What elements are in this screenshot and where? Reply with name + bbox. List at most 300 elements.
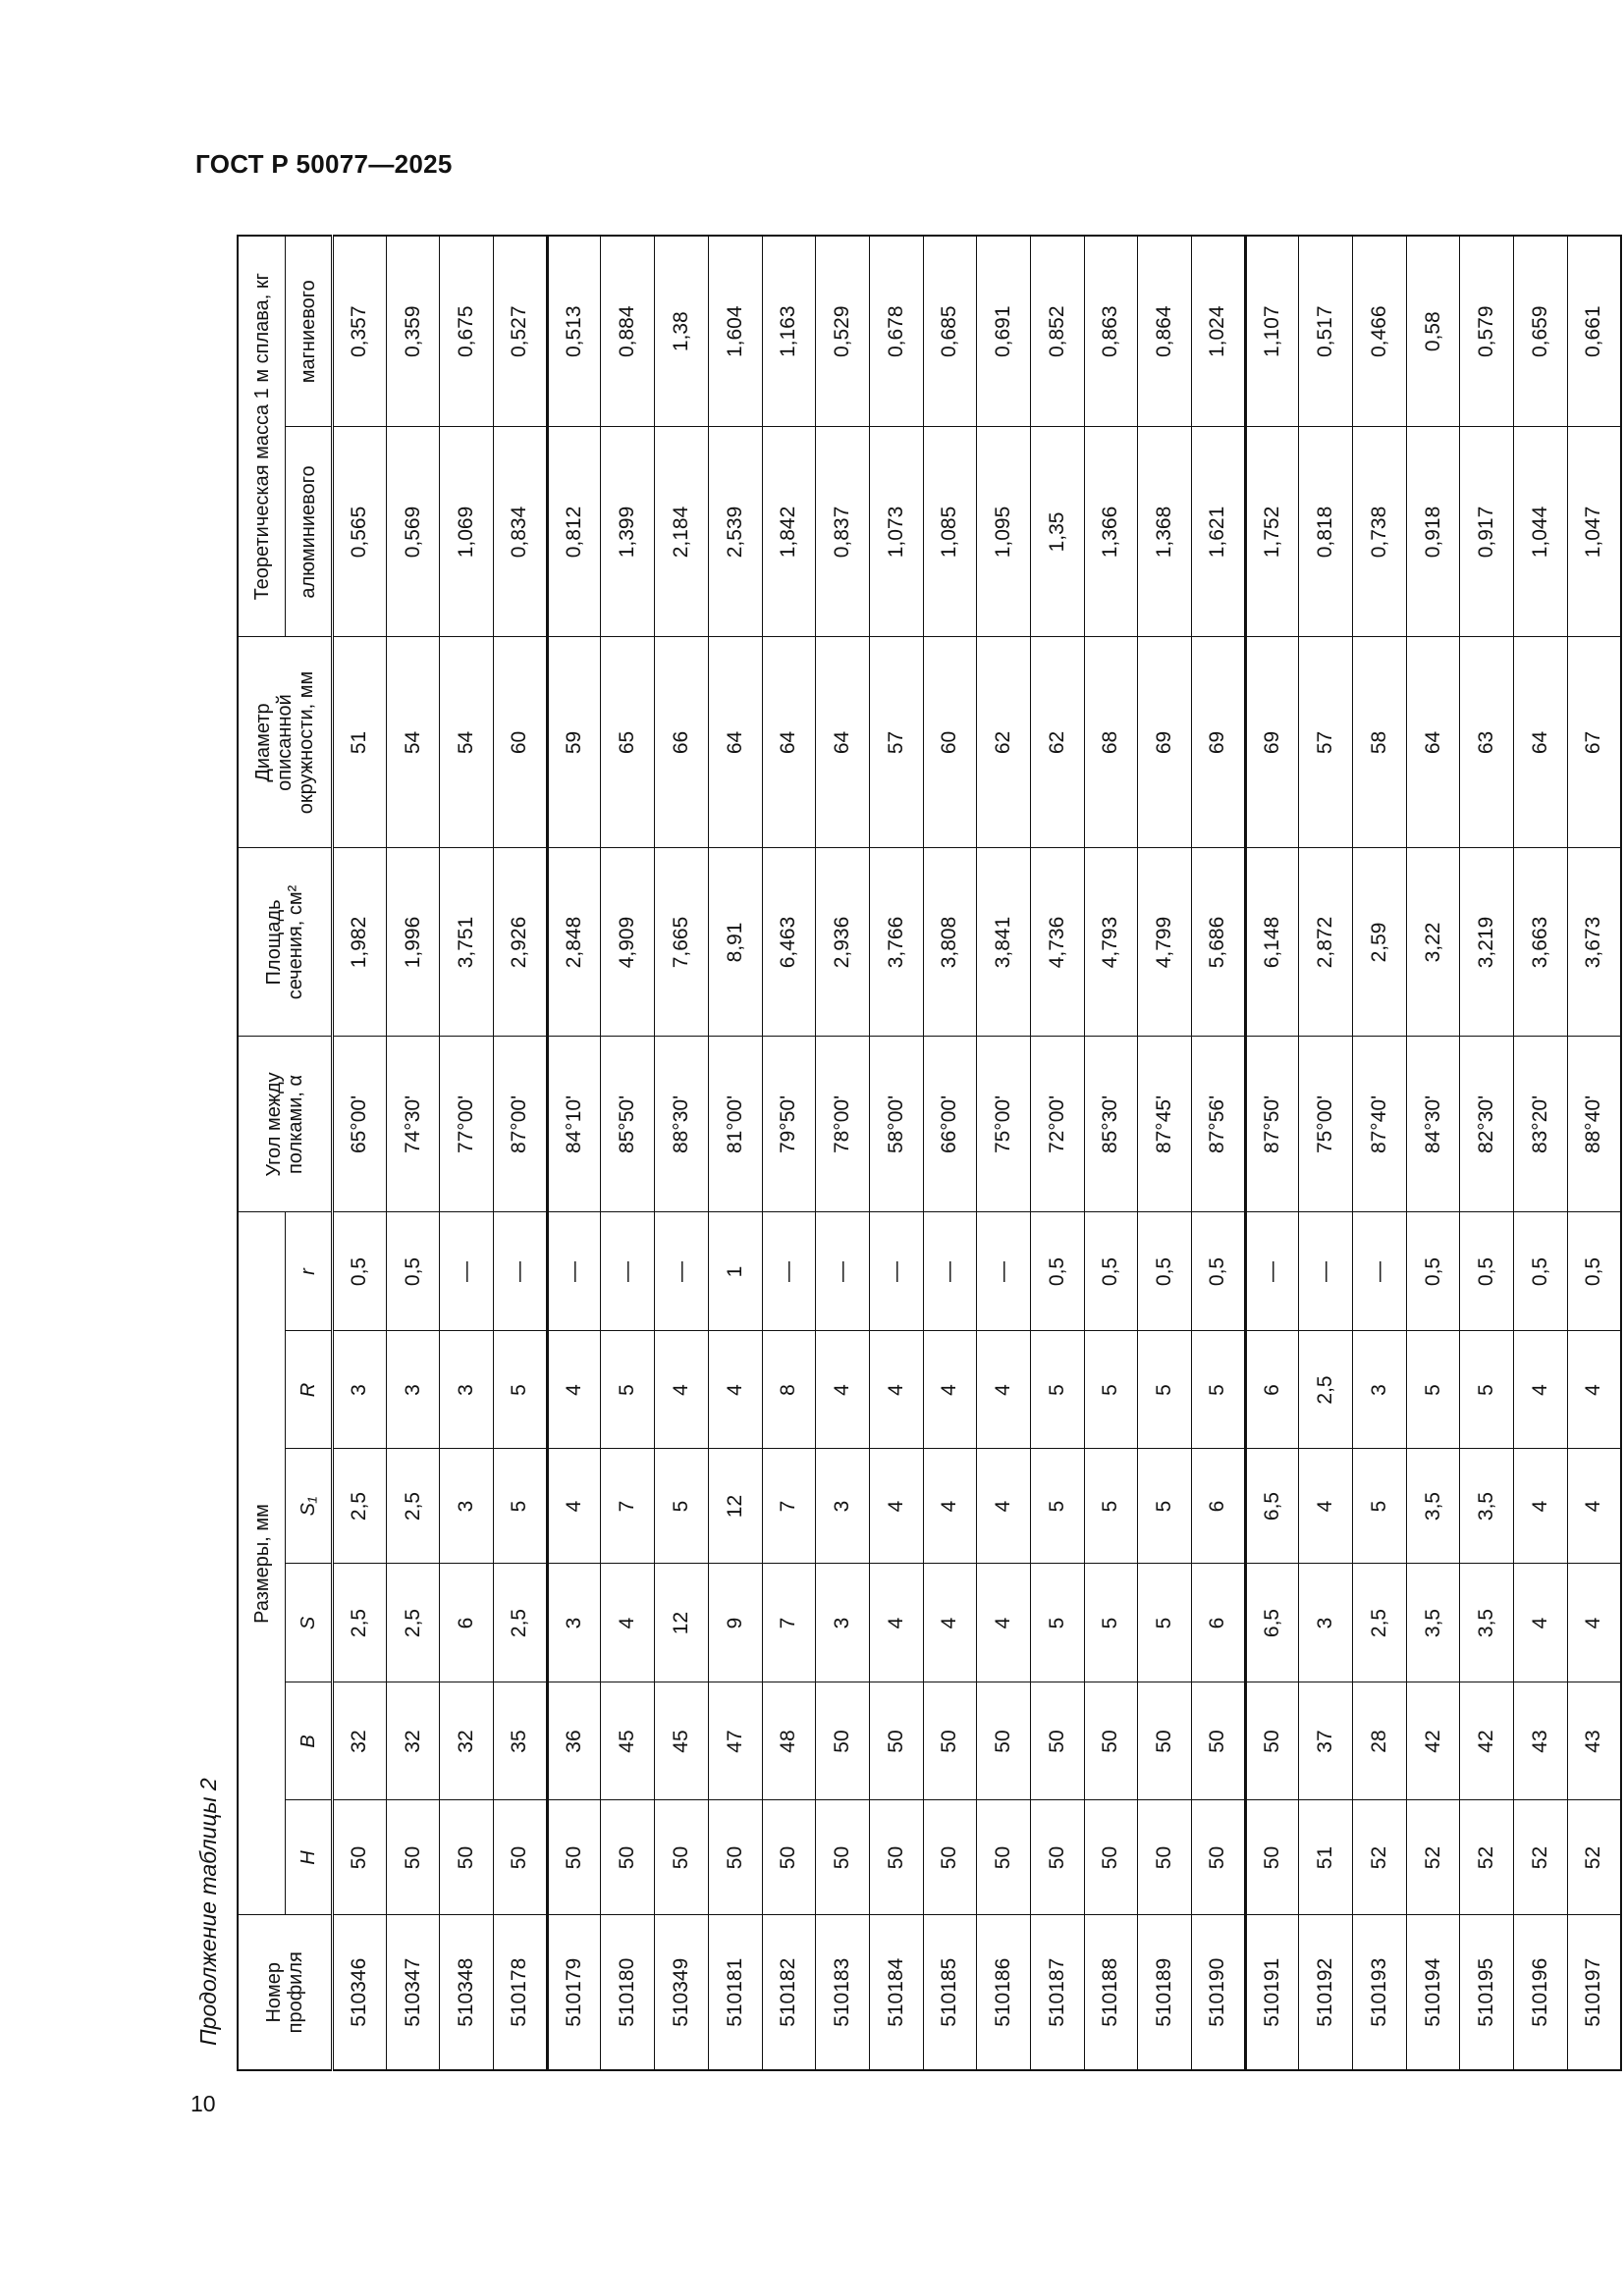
- cell-magnesium-mass: 0,579: [1460, 236, 1514, 427]
- cell-r: 0,5: [1192, 1212, 1246, 1331]
- cell-area: 3,808: [923, 848, 977, 1037]
- table-row: [1138, 236, 1192, 2070]
- header-dimensions-group: Размеры, мм: [238, 1212, 286, 1915]
- cell-area: 4,909: [601, 848, 655, 1037]
- cell-angle: 87°56': [1192, 1037, 1246, 1212]
- cell-diameter: 58: [1353, 637, 1407, 848]
- cell-r: —: [762, 1212, 816, 1331]
- cell-angle: 83°20': [1514, 1037, 1568, 1212]
- cell-R: 3: [440, 1331, 494, 1449]
- cell-profile-number: 510349: [655, 1915, 709, 2070]
- cell-r: 0,5: [386, 1212, 440, 1331]
- cell-angle: 84°30': [1406, 1037, 1460, 1212]
- cell-H: 50: [816, 1800, 870, 1915]
- cell-r: —: [1299, 1212, 1353, 1331]
- cell-aluminum-mass: 1,069: [440, 427, 494, 637]
- header-aluminum: алюминиевого: [286, 427, 333, 637]
- header-line: полками, α: [285, 1074, 306, 1175]
- header-line: Угол между: [263, 1072, 285, 1177]
- cell-diameter: 51: [333, 637, 387, 848]
- cell-H: 52: [1406, 1800, 1460, 1915]
- cell-angle: 81°00': [708, 1037, 762, 1212]
- cell-R: 5: [494, 1331, 548, 1449]
- cell-profile-number: 510182: [762, 1915, 816, 2070]
- cell-r: —: [655, 1212, 709, 1331]
- cell-R: 4: [816, 1331, 870, 1449]
- cell-magnesium-mass: 0,691: [977, 236, 1031, 427]
- profiles-table: [237, 235, 1622, 2071]
- cell-angle: 87°45': [1138, 1037, 1192, 1212]
- cell-magnesium-mass: 1,604: [708, 236, 762, 427]
- cell-B: 37: [1299, 1682, 1353, 1800]
- cell-area: 2,936: [816, 848, 870, 1037]
- cell-r: —: [547, 1212, 601, 1331]
- cell-r: —: [601, 1212, 655, 1331]
- cell-B: 50: [1030, 1682, 1084, 1800]
- cell-S: 2,5: [333, 1564, 387, 1682]
- cell-r: 0,5: [1406, 1212, 1460, 1331]
- cell-diameter: 60: [494, 637, 548, 848]
- cell-area: 3,766: [869, 848, 923, 1037]
- cell-angle: 88°40': [1567, 1037, 1621, 1212]
- cell-R: 4: [708, 1331, 762, 1449]
- header-R: R: [286, 1331, 333, 1449]
- cell-aluminum-mass: 0,834: [494, 427, 548, 637]
- cell-S1: 6: [1192, 1449, 1246, 1564]
- cell-angle: 87°00': [494, 1037, 548, 1212]
- cell-B: 42: [1406, 1682, 1460, 1800]
- cell-area: 1,996: [386, 848, 440, 1037]
- cell-magnesium-mass: 0,529: [816, 236, 870, 427]
- table-row: [333, 236, 387, 2070]
- cell-diameter: 64: [816, 637, 870, 848]
- cell-profile-number: 510183: [816, 1915, 870, 2070]
- cell-S1: 6,5: [1245, 1449, 1299, 1564]
- header-B: B: [286, 1682, 333, 1800]
- cell-r: 0,5: [1514, 1212, 1568, 1331]
- cell-H: 50: [547, 1800, 601, 1915]
- cell-r: —: [923, 1212, 977, 1331]
- cell-diameter: 69: [1138, 637, 1192, 848]
- cell-H: 50: [977, 1800, 1031, 1915]
- cell-B: 35: [494, 1682, 548, 1800]
- cell-S1: 7: [762, 1449, 816, 1564]
- header-line: сечения, см²: [285, 884, 306, 1000]
- cell-r: 0,5: [333, 1212, 387, 1331]
- cell-area: 2,59: [1353, 848, 1407, 1037]
- cell-aluminum-mass: 1,073: [869, 427, 923, 637]
- header-S: S: [286, 1564, 333, 1682]
- cell-S: 12: [655, 1564, 709, 1682]
- cell-aluminum-mass: 0,917: [1460, 427, 1514, 637]
- cell-diameter: 57: [869, 637, 923, 848]
- header-line: описанной: [274, 694, 296, 791]
- cell-aluminum-mass: 1,35: [1030, 427, 1084, 637]
- cell-S1: 5: [1084, 1449, 1138, 1564]
- cell-area: 2,872: [1299, 848, 1353, 1037]
- cell-magnesium-mass: 0,685: [923, 236, 977, 427]
- header-magnesium: магниевого: [286, 236, 333, 427]
- cell-diameter: 63: [1460, 637, 1514, 848]
- header-area: [238, 848, 333, 1037]
- cell-S: 3: [1299, 1564, 1353, 1682]
- cell-diameter: 65: [601, 637, 655, 848]
- cell-S: 4: [1567, 1564, 1621, 1682]
- cell-aluminum-mass: 1,368: [1138, 427, 1192, 637]
- cell-magnesium-mass: 0,58: [1406, 236, 1460, 427]
- cell-aluminum-mass: 1,095: [977, 427, 1031, 637]
- cell-H: 50: [869, 1800, 923, 1915]
- header-angle: [238, 1037, 333, 1212]
- cell-profile-number: 510188: [1084, 1915, 1138, 2070]
- cell-magnesium-mass: 0,359: [386, 236, 440, 427]
- cell-area: 5,686: [1192, 848, 1246, 1037]
- cell-magnesium-mass: 0,678: [869, 236, 923, 427]
- cell-magnesium-mass: 0,675: [440, 236, 494, 427]
- cell-aluminum-mass: 1,047: [1567, 427, 1621, 637]
- cell-profile-number: 510197: [1567, 1915, 1621, 2070]
- cell-magnesium-mass: 0,661: [1567, 236, 1621, 427]
- cell-H: 50: [762, 1800, 816, 1915]
- cell-magnesium-mass: 0,357: [333, 236, 387, 427]
- cell-R: 4: [655, 1331, 709, 1449]
- cell-r: —: [1353, 1212, 1407, 1331]
- cell-S1: 3,5: [1406, 1449, 1460, 1564]
- cell-r: 0,5: [1567, 1212, 1621, 1331]
- cell-magnesium-mass: 0,864: [1138, 236, 1192, 427]
- cell-S: 7: [762, 1564, 816, 1682]
- cell-S1: 5: [655, 1449, 709, 1564]
- cell-profile-number: 510195: [1460, 1915, 1514, 2070]
- cell-H: 50: [386, 1800, 440, 1915]
- cell-S: 2,5: [494, 1564, 548, 1682]
- cell-profile-number: 510181: [708, 1915, 762, 2070]
- cell-diameter: 60: [923, 637, 977, 848]
- cell-angle: 87°50': [1245, 1037, 1299, 1212]
- cell-area: 3,22: [1406, 848, 1460, 1037]
- cell-R: 5: [1406, 1331, 1460, 1449]
- cell-r: —: [977, 1212, 1031, 1331]
- table-body: [333, 236, 1622, 2070]
- cell-angle: 85°30': [1084, 1037, 1138, 1212]
- cell-diameter: 64: [1514, 637, 1568, 848]
- cell-S: 4: [601, 1564, 655, 1682]
- cell-area: 6,148: [1245, 848, 1299, 1037]
- cell-profile-number: 510186: [977, 1915, 1031, 2070]
- cell-diameter: 68: [1084, 637, 1138, 848]
- cell-profile-number: 510189: [1138, 1915, 1192, 2070]
- cell-diameter: 64: [1406, 637, 1460, 848]
- cell-magnesium-mass: 1,024: [1192, 236, 1246, 427]
- cell-magnesium-mass: 0,884: [601, 236, 655, 427]
- cell-S: 5: [1030, 1564, 1084, 1682]
- cell-S1: 3,5: [1460, 1449, 1514, 1564]
- header-line: окружности, мм: [296, 670, 317, 815]
- cell-H: 50: [1192, 1800, 1246, 1915]
- cell-H: 50: [923, 1800, 977, 1915]
- cell-B: 50: [923, 1682, 977, 1800]
- cell-area: 8,91: [708, 848, 762, 1037]
- cell-area: 3,663: [1514, 848, 1568, 1037]
- cell-angle: 74°30': [386, 1037, 440, 1212]
- page-number: 10: [190, 2091, 216, 2116]
- table-row: [1567, 236, 1621, 2070]
- table-row: [1460, 236, 1514, 2070]
- cell-H: 52: [1460, 1800, 1514, 1915]
- header-line: профиля: [285, 1951, 306, 2034]
- cell-diameter: 69: [1245, 637, 1299, 848]
- cell-R: 4: [869, 1331, 923, 1449]
- cell-R: 4: [923, 1331, 977, 1449]
- cell-H: 52: [1353, 1800, 1407, 1915]
- cell-H: 50: [655, 1800, 709, 1915]
- cell-S: 2,5: [1353, 1564, 1407, 1682]
- cell-B: 50: [1192, 1682, 1246, 1800]
- table-caption: Продолжение таблицы 2: [195, 1778, 221, 2046]
- cell-area: 2,848: [547, 848, 601, 1037]
- cell-diameter: 57: [1299, 637, 1353, 848]
- cell-B: 32: [333, 1682, 387, 1800]
- cell-r: 0,5: [1084, 1212, 1138, 1331]
- cell-aluminum-mass: 1,366: [1084, 427, 1138, 637]
- cell-aluminum-mass: 0,818: [1299, 427, 1353, 637]
- table-row: [1084, 236, 1138, 2070]
- cell-B: 28: [1353, 1682, 1407, 1800]
- cell-S1: 3: [440, 1449, 494, 1564]
- header-line: Номер: [263, 1961, 285, 2023]
- cell-area: 7,665: [655, 848, 709, 1037]
- cell-B: 50: [1245, 1682, 1299, 1800]
- cell-diameter: 64: [762, 637, 816, 848]
- cell-profile-number: 510192: [1299, 1915, 1353, 2070]
- cell-angle: 75°00': [1299, 1037, 1353, 1212]
- cell-R: 3: [333, 1331, 387, 1449]
- cell-B: 36: [547, 1682, 601, 1800]
- cell-S: 9: [708, 1564, 762, 1682]
- cell-magnesium-mass: 1,107: [1245, 236, 1299, 427]
- cell-diameter: 54: [440, 637, 494, 848]
- cell-S1: 3: [816, 1449, 870, 1564]
- cell-r: —: [869, 1212, 923, 1331]
- cell-B: 50: [1084, 1682, 1138, 1800]
- cell-R: 5: [1138, 1331, 1192, 1449]
- cell-aluminum-mass: 1,752: [1245, 427, 1299, 637]
- cell-profile-number: 510178: [494, 1915, 548, 2070]
- cell-S1: 4: [1514, 1449, 1568, 1564]
- cell-B: 48: [762, 1682, 816, 1800]
- cell-H: 52: [1567, 1800, 1621, 1915]
- cell-R: 5: [1030, 1331, 1084, 1449]
- cell-S1: 4: [977, 1449, 1031, 1564]
- cell-S1: 5: [1030, 1449, 1084, 1564]
- cell-aluminum-mass: 1,085: [923, 427, 977, 637]
- header-r: r: [286, 1212, 333, 1331]
- cell-magnesium-mass: 1,163: [762, 236, 816, 427]
- cell-area: 4,736: [1030, 848, 1084, 1037]
- cell-B: 45: [601, 1682, 655, 1800]
- cell-R: 5: [1192, 1331, 1246, 1449]
- cell-S1: 7: [601, 1449, 655, 1564]
- cell-B: 32: [386, 1682, 440, 1800]
- table-row: [1353, 236, 1407, 2070]
- cell-profile-number: 510193: [1353, 1915, 1407, 2070]
- cell-S: 3: [816, 1564, 870, 1682]
- cell-profile-number: 510187: [1030, 1915, 1084, 2070]
- cell-magnesium-mass: 0,863: [1084, 236, 1138, 427]
- cell-angle: 78°00': [816, 1037, 870, 1212]
- cell-area: 4,799: [1138, 848, 1192, 1037]
- cell-diameter: 62: [977, 637, 1031, 848]
- cell-S: 6: [440, 1564, 494, 1682]
- cell-profile-number: 510348: [440, 1915, 494, 2070]
- cell-area: 2,926: [494, 848, 548, 1037]
- cell-S1: 4: [869, 1449, 923, 1564]
- cell-H: 50: [1245, 1800, 1299, 1915]
- cell-magnesium-mass: 0,659: [1514, 236, 1568, 427]
- cell-S: 3,5: [1406, 1564, 1460, 1682]
- cell-area: 6,463: [762, 848, 816, 1037]
- cell-r: 0,5: [1460, 1212, 1514, 1331]
- table-row: [923, 236, 977, 2070]
- cell-r: —: [494, 1212, 548, 1331]
- cell-S: 4: [869, 1564, 923, 1682]
- cell-H: 52: [1514, 1800, 1568, 1915]
- header-S1: S₁: [286, 1449, 333, 1564]
- cell-S1: 12: [708, 1449, 762, 1564]
- cell-magnesium-mass: 0,852: [1030, 236, 1084, 427]
- cell-area: 3,219: [1460, 848, 1514, 1037]
- cell-magnesium-mass: 0,527: [494, 236, 548, 427]
- cell-angle: 65°00': [333, 1037, 387, 1212]
- cell-aluminum-mass: 0,738: [1353, 427, 1407, 637]
- cell-area: 3,751: [440, 848, 494, 1037]
- cell-angle: 75°00': [977, 1037, 1031, 1212]
- cell-angle: 66°00': [923, 1037, 977, 1212]
- cell-R: 4: [1567, 1331, 1621, 1449]
- cell-S: 6,5: [1245, 1564, 1299, 1682]
- cell-S: 4: [977, 1564, 1031, 1682]
- table-row: [869, 236, 923, 2070]
- cell-S: 6: [1192, 1564, 1246, 1682]
- cell-R: 5: [1460, 1331, 1514, 1449]
- cell-angle: 85°50': [601, 1037, 655, 1212]
- table-row: [1406, 236, 1460, 2070]
- table-row: [1514, 236, 1568, 2070]
- cell-profile-number: 510194: [1406, 1915, 1460, 2070]
- cell-angle: 58°00': [869, 1037, 923, 1212]
- cell-R: 5: [1084, 1331, 1138, 1449]
- cell-aluminum-mass: 1,621: [1192, 427, 1246, 637]
- cell-B: 50: [1138, 1682, 1192, 1800]
- table-row: [440, 236, 494, 2070]
- header-line: Площадь: [263, 899, 285, 986]
- cell-R: 6: [1245, 1331, 1299, 1449]
- cell-R: 8: [762, 1331, 816, 1449]
- cell-S: 5: [1138, 1564, 1192, 1682]
- document-title: ГОСТ Р 50077—2025: [195, 149, 453, 179]
- cell-S: 4: [923, 1564, 977, 1682]
- cell-area: 3,841: [977, 848, 1031, 1037]
- cell-H: 50: [1030, 1800, 1084, 1915]
- cell-diameter: 69: [1192, 637, 1246, 848]
- cell-r: —: [816, 1212, 870, 1331]
- header-diameter: [238, 637, 333, 848]
- cell-aluminum-mass: 0,837: [816, 427, 870, 637]
- cell-angle: 72°00': [1030, 1037, 1084, 1212]
- cell-R: 4: [1514, 1331, 1568, 1449]
- cell-aluminum-mass: 0,918: [1406, 427, 1460, 637]
- cell-angle: 88°30': [655, 1037, 709, 1212]
- cell-aluminum-mass: 0,569: [386, 427, 440, 637]
- cell-R: 2,5: [1299, 1331, 1353, 1449]
- cell-diameter: 64: [708, 637, 762, 848]
- cell-S: 3: [547, 1564, 601, 1682]
- cell-S: 3,5: [1460, 1564, 1514, 1682]
- cell-profile-number: 510196: [1514, 1915, 1568, 2070]
- cell-H: 50: [440, 1800, 494, 1915]
- cell-S1: 2,5: [386, 1449, 440, 1564]
- header-mass-group: Теоретическая масса 1 м сплава, кг: [238, 236, 286, 637]
- table-row: [494, 236, 548, 2070]
- cell-aluminum-mass: 2,184: [655, 427, 709, 637]
- header-profile-number: [238, 1915, 333, 2070]
- cell-angle: 79°50': [762, 1037, 816, 1212]
- cell-profile-number: 510190: [1192, 1915, 1246, 2070]
- cell-angle: 87°40': [1353, 1037, 1407, 1212]
- cell-B: 43: [1514, 1682, 1568, 1800]
- table-row: [1245, 236, 1299, 2070]
- cell-aluminum-mass: 0,565: [333, 427, 387, 637]
- cell-angle: 77°00': [440, 1037, 494, 1212]
- cell-R: 3: [386, 1331, 440, 1449]
- cell-diameter: 66: [655, 637, 709, 848]
- cell-B: 50: [869, 1682, 923, 1800]
- cell-profile-number: 510180: [601, 1915, 655, 2070]
- cell-profile-number: 510185: [923, 1915, 977, 2070]
- cell-H: 51: [1299, 1800, 1353, 1915]
- table-row: [386, 236, 440, 2070]
- cell-profile-number: 510191: [1245, 1915, 1299, 2070]
- cell-angle: 84°10': [547, 1037, 601, 1212]
- rotated-table-container: [195, 237, 1605, 2071]
- cell-profile-number: 510347: [386, 1915, 440, 2070]
- cell-aluminum-mass: 0,812: [547, 427, 601, 637]
- cell-S1: 5: [1138, 1449, 1192, 1564]
- cell-aluminum-mass: 1,399: [601, 427, 655, 637]
- cell-area: 1,982: [333, 848, 387, 1037]
- cell-H: 50: [1084, 1800, 1138, 1915]
- cell-S1: 2,5: [333, 1449, 387, 1564]
- cell-r: 1: [708, 1212, 762, 1331]
- cell-S1: 4: [923, 1449, 977, 1564]
- cell-profile-number: 510179: [547, 1915, 601, 2070]
- cell-S: 2,5: [386, 1564, 440, 1682]
- cell-r: —: [440, 1212, 494, 1331]
- cell-S: 4: [1514, 1564, 1568, 1682]
- cell-B: 50: [977, 1682, 1031, 1800]
- table-row: [655, 236, 709, 2070]
- cell-diameter: 54: [386, 637, 440, 848]
- cell-diameter: 59: [547, 637, 601, 848]
- cell-S1: 4: [547, 1449, 601, 1564]
- cell-B: 42: [1460, 1682, 1514, 1800]
- cell-magnesium-mass: 0,517: [1299, 236, 1353, 427]
- cell-aluminum-mass: 2,539: [708, 427, 762, 637]
- cell-S1: 5: [1353, 1449, 1407, 1564]
- cell-magnesium-mass: 1,38: [655, 236, 709, 427]
- cell-H: 50: [494, 1800, 548, 1915]
- table-row: [1299, 236, 1353, 2070]
